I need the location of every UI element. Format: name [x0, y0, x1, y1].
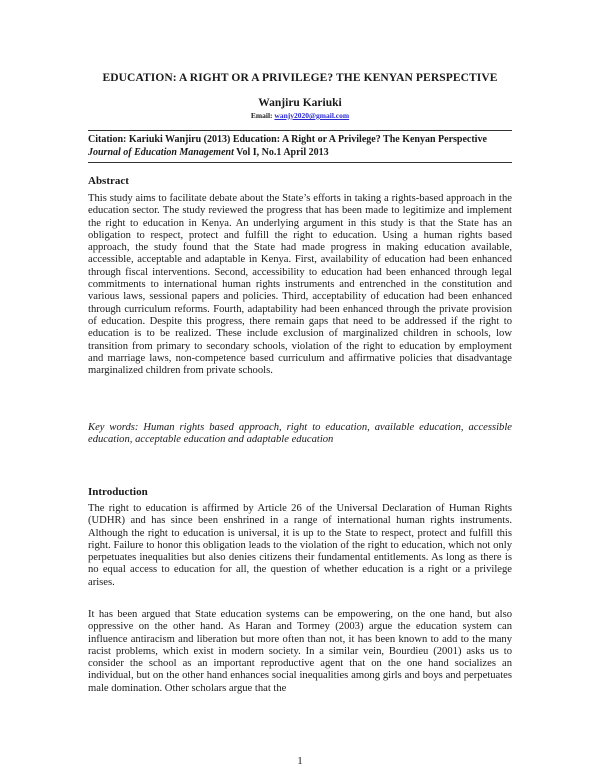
citation-journal: Journal of Education Management	[88, 146, 234, 158]
citation-top-rule	[88, 130, 512, 131]
email-label: Email:	[250, 111, 275, 120]
paper-title: EDUCATION: A RIGHT OR A PRIVILEGE? THE KENYAN PERSPECTIVE	[102, 72, 498, 84]
author-name: Wanjiru Kariuki	[258, 97, 342, 109]
introduction-heading: Introduction	[88, 486, 148, 498]
intro-paragraph-1: The right to education is affirmed by Article 26 of the Universal Declaration of Human Rights (UDHR) and has since been enshrined in a range of international human rights instruments. Although the right to education is universal, it is up to the State to respect, protect and fulfill this right. Failure to honor this obligation leads to the violation of the right to education, which not only perpetuates inequalities but also denies citizens their fundamental entitlements. As long as there is no equal access to education for all, the question of whether education is a right or a privilege arises.	[88, 503, 512, 588]
email-link[interactable]: wanjy2020@gmail.com	[274, 111, 350, 120]
abstract-paragraph: This study aims to facilitate debate about the State’s efforts in taking a rights-based approach in the education sector. The study reviewed the progress that has been made to legitimize and implement the right to education in Kenya. An underlying argument in this study is that the State has an obligation to respect, protect and fulfill the right to education. Using a human rights based approach, the study found that the State had made progress in making education available, accessible, acceptable and adaptable in Kenya. First, availability of education had been enhanced through fiscal interventions. Second, accessibility to education had been enhanced through legal commitments to international human rights instruments and entrenched in the constitution and various laws, sessional papers and policies. Third, acceptability of education had been enhanced through curriculum reforms. Fourth, adaptability had been enhanced through the private provision of education. Despite this progress, there remain gaps that need to be addressed if the right to education is to be realized. These include exclusion of marginalized children in schools, low transition from primary to secondary schools, violation of the right to education by employment and marriage laws, non-competence based curriculum and affirmative policies that disadvantage marginalized children from private schools.	[88, 193, 512, 377]
keywords: Key words: Human rights based approach, right to education, available education, accessible education, acceptable education and adaptable education	[88, 422, 512, 446]
abstract-heading: Abstract	[88, 175, 129, 187]
citation-bottom-rule	[88, 162, 512, 163]
citation-line: Citation: Kariuki Wanjiru (2013) Education: A Right or A Privilege? The Kenyan Perspective	[88, 134, 487, 145]
citation-volume: Vol I, No.1 April 2013	[233, 146, 329, 158]
citation-block	[88, 134, 512, 159]
author-email	[0, 111, 600, 120]
page-number: 1	[297, 755, 303, 767]
intro-paragraph-2: It has been argued that State education systems can be empowering, on the one hand, but also oppressive on the other hand. As Haran and Tormey (2003) argue the education system can influence antiracism and liberation but more often than not, it has been known to add to the many racist problems, which exist in modern society. In a similar vein, Bourdieu (2001) asks us to consider the school as an important reproductive agent that on the one hand socializes an individual, but on the other hand enhances social inequalities among girls and boys and perpetuates male domination. Other scholars argue that the	[88, 609, 512, 694]
